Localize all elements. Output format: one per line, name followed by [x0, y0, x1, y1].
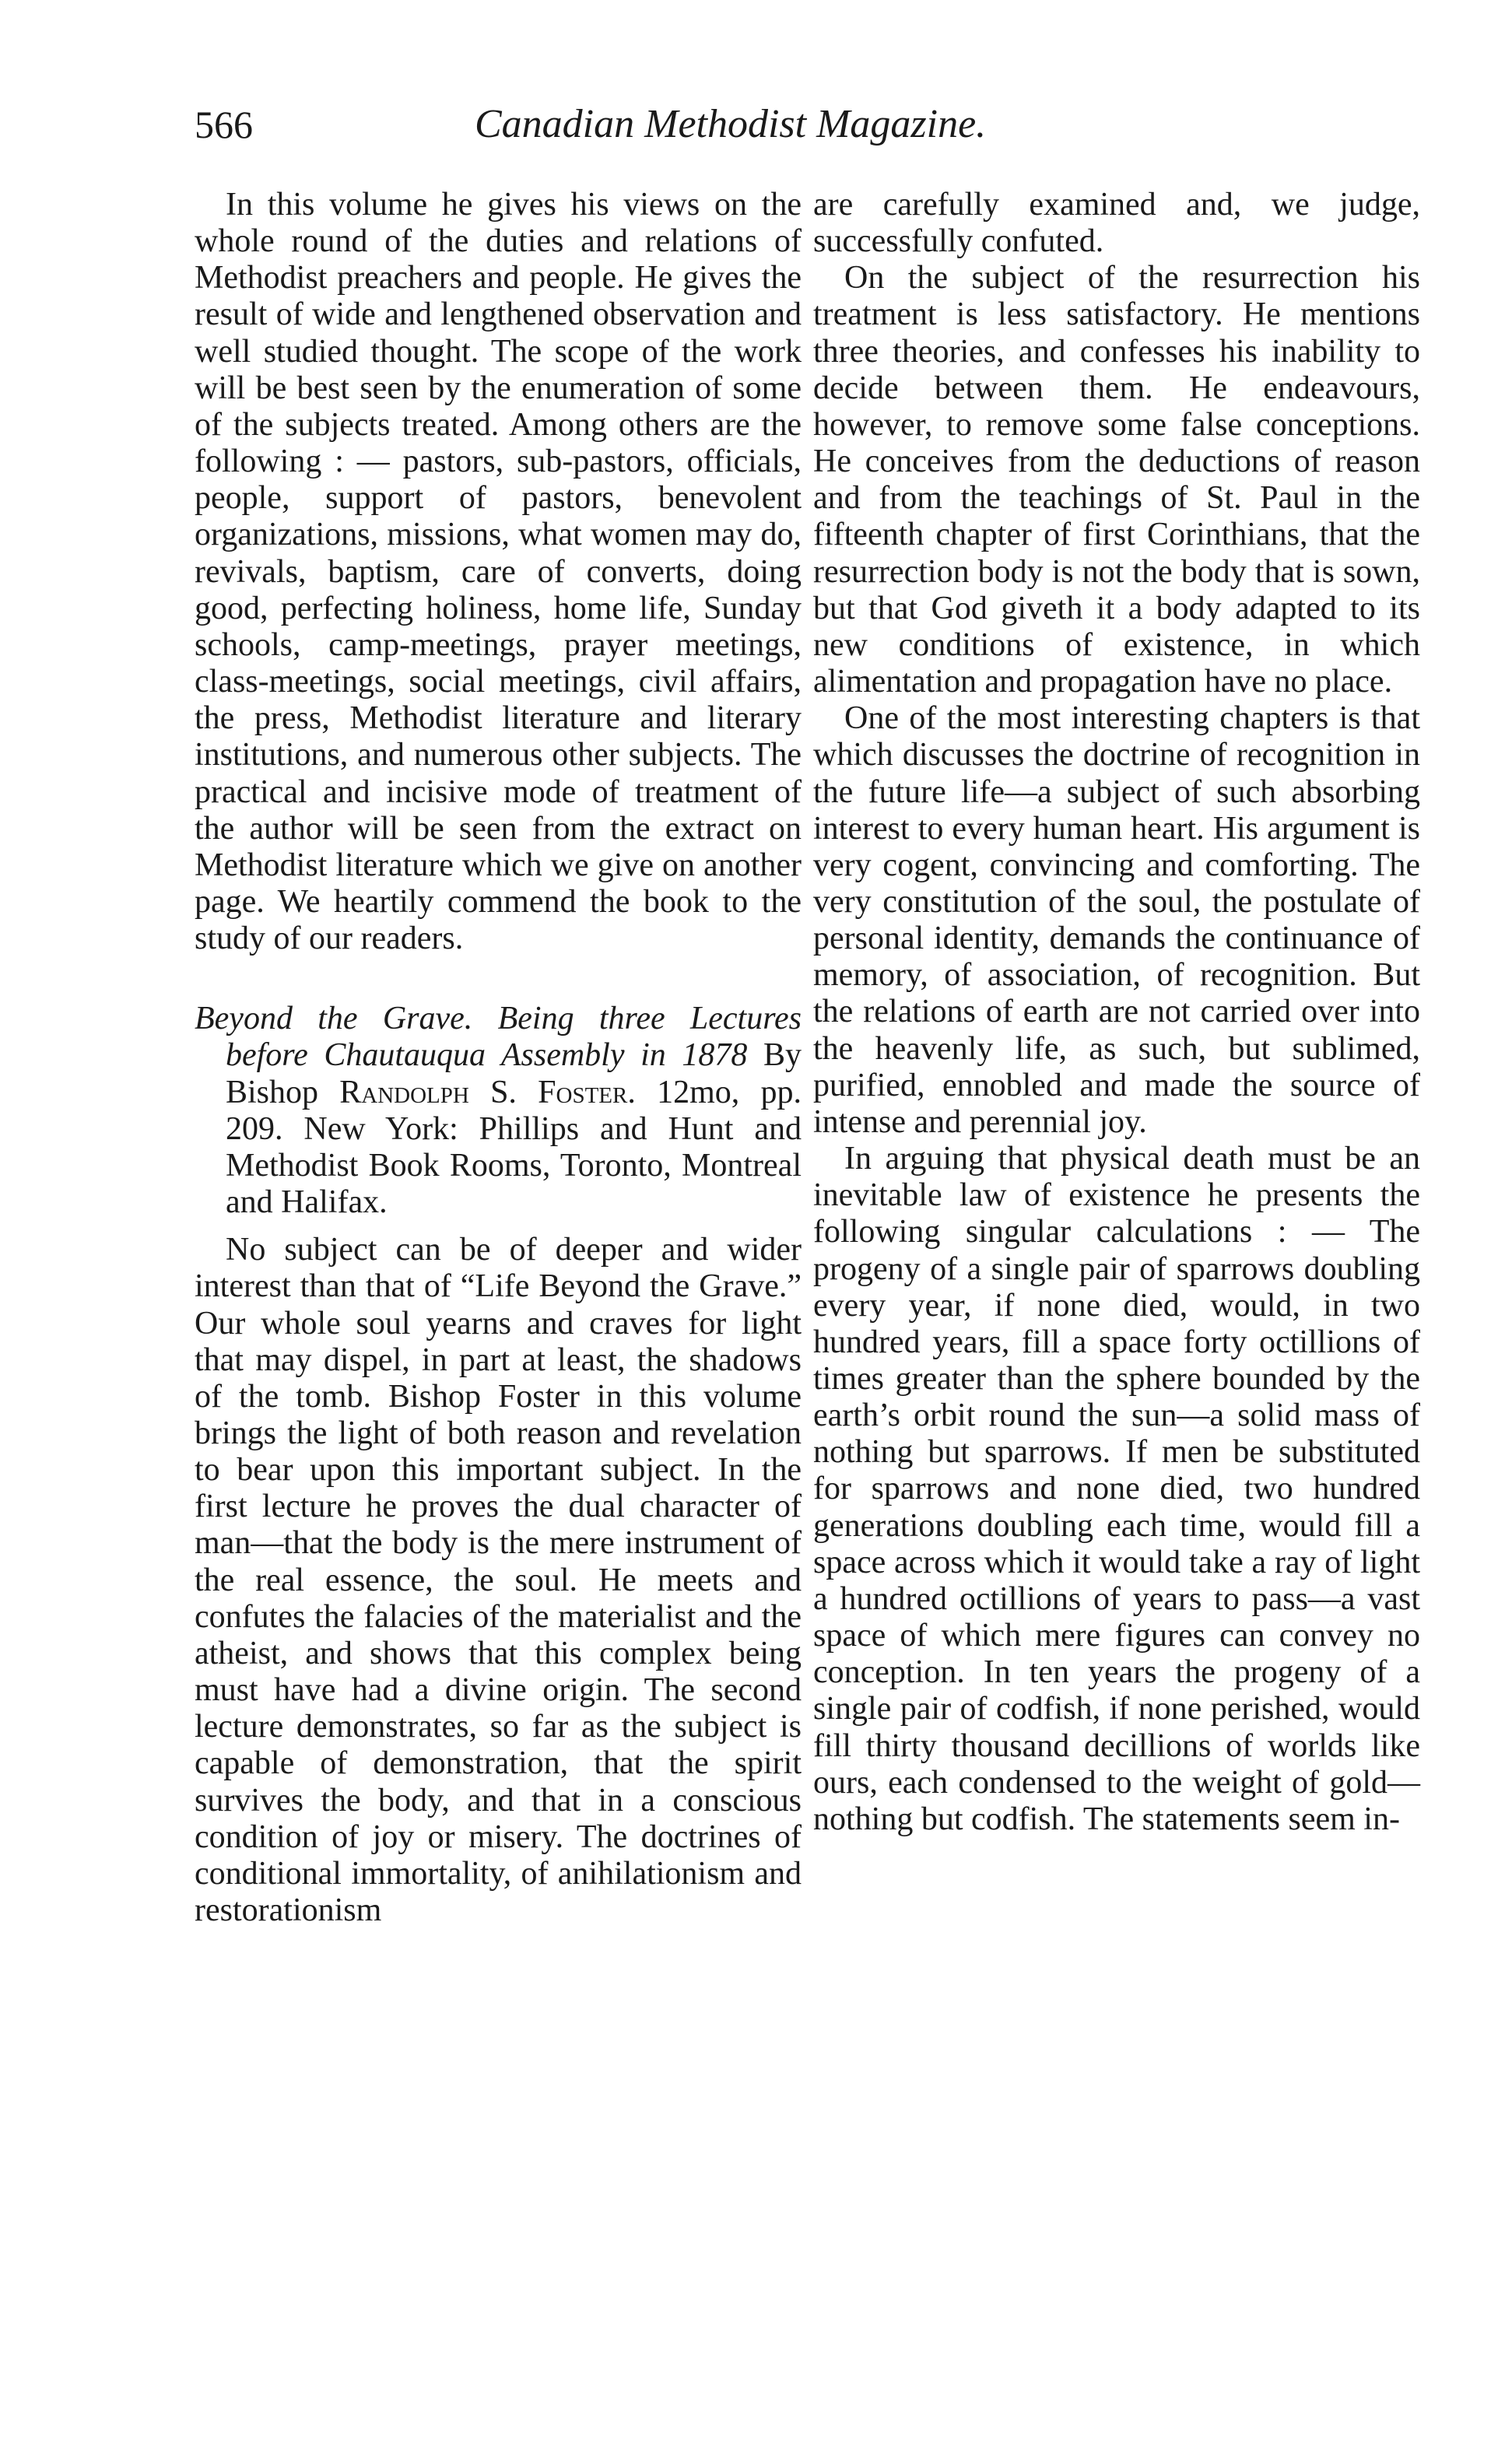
book-title: Beyond the Grave. Being three Lectures before Chautauqua Assembly in 1878	[195, 1001, 802, 1074]
right-column	[813, 187, 1420, 1838]
paragraph: On the subject of the resurrection his treatment is less satisfactory. He mentions three theories, and confesses his inability to decide between them. He endeavours, however, to remove some false conceptions. He conceives from the deductions of reason and from the teachings of St. Paul in the fifteenth chapter of first Corinthians, that the resurrection body is not the body that is sown, but that God giveth it a body adapted to its new conditions of existence, in which alimentation and propagation have no place.	[813, 260, 1420, 700]
book-author: Randolph S. Foster.	[339, 1074, 636, 1110]
left-column	[195, 187, 802, 1929]
paragraph: One of the most interesting chapters is that which discusses the doctrine of recognition in the future life—a subject of such absorbing interest to every human heart. His argument is very cogent, convincing and comforting. The very constitution of the soul, the postulate of personal identity, demands the continuance of memory, of association, of recognition. But the relations of earth are not carried over into the heavenly life, as such, but sublimed, purified, ennobled and made the source of intense and perennial joy.	[813, 700, 1420, 1140]
book-details: 12mo, pp. 209. New York: Phillips and Hunt and Methodist Book Rooms, Toronto, Montreal and Halifax.	[226, 1074, 802, 1221]
running-title: Canadian Methodist Magazine.	[475, 102, 987, 146]
book-by: By Bishop	[226, 1037, 802, 1110]
paragraph: are carefully examined and, we judge, successfully confuted.	[813, 187, 1420, 260]
paragraph: No subject can be of deeper and wider interest than that of “Life Beyond the Grave.” Our whole soul yearns and craves for light that may dispel, in part at least, the shadows of the tomb. Bishop Foster in this volume brings the light of both reason and revelation to bear upon this important subject. In the first lecture he proves the dual character of man—that the body is the mere instrument of the real essence, the soul. He meets and confutes the falacies of the materialist and the atheist, and shows that this complex being must have had a divine origin. The second lecture demonstrates, so far as the subject is capable of demonstration, that the spirit survives the body, and that in a conscious condition of joy or misery. The doctrines of conditional immortality, of anihilationism and restorationism	[195, 1232, 802, 1929]
paragraph: In arguing that physical death must be an inevitable law of existence he presents the following singular calculations : — The progeny of a single pair of sparrows doubling every year, if none died, would, in two hundred years, fill a space forty octillions of times greater than the sphere bounded by the earth’s orbit round the sun—a solid mass of nothing but sparrows. If men be substituted for sparrows and none died, two hundred generations doubling each time, would fill a space across which it would take a ray of light a hundred octillions of years to pass—a vast space of which mere figures can convey no conception. In ten years the progeny of a single pair of codfish, if none perished, would fill thirty thousand decillions of worlds like ours, each condensed to the weight of gold—nothing but codfish. The statements seem in-	[813, 1141, 1420, 1837]
page-number: 566	[195, 103, 253, 146]
page-header	[195, 93, 1416, 156]
book-reference	[195, 1001, 802, 1221]
paragraph: In this volume he gives his views on the whole round of the duties and relations of Methodist preachers and people. He gives the result of wide and lengthened observation and well studied thought. The scope of the work will be best seen by the enumeration of some of the subjects treated. Among others are the following : — pastors, sub-pastors, officials, people, support of pastors, benevolent organizations, missions, what women may do, revivals, baptism, care of converts, doing good, perfecting holiness, home life, Sunday schools, camp-meetings, prayer meetings, class-meetings, social meetings, civil affairs, the press, Methodist literature and literary institutions, and numerous other subjects. The practical and incisive mode of treatment of the author will be seen from the extract on Methodist literature which we give on another page. We heartily commend the book to the study of our readers.	[195, 187, 802, 957]
